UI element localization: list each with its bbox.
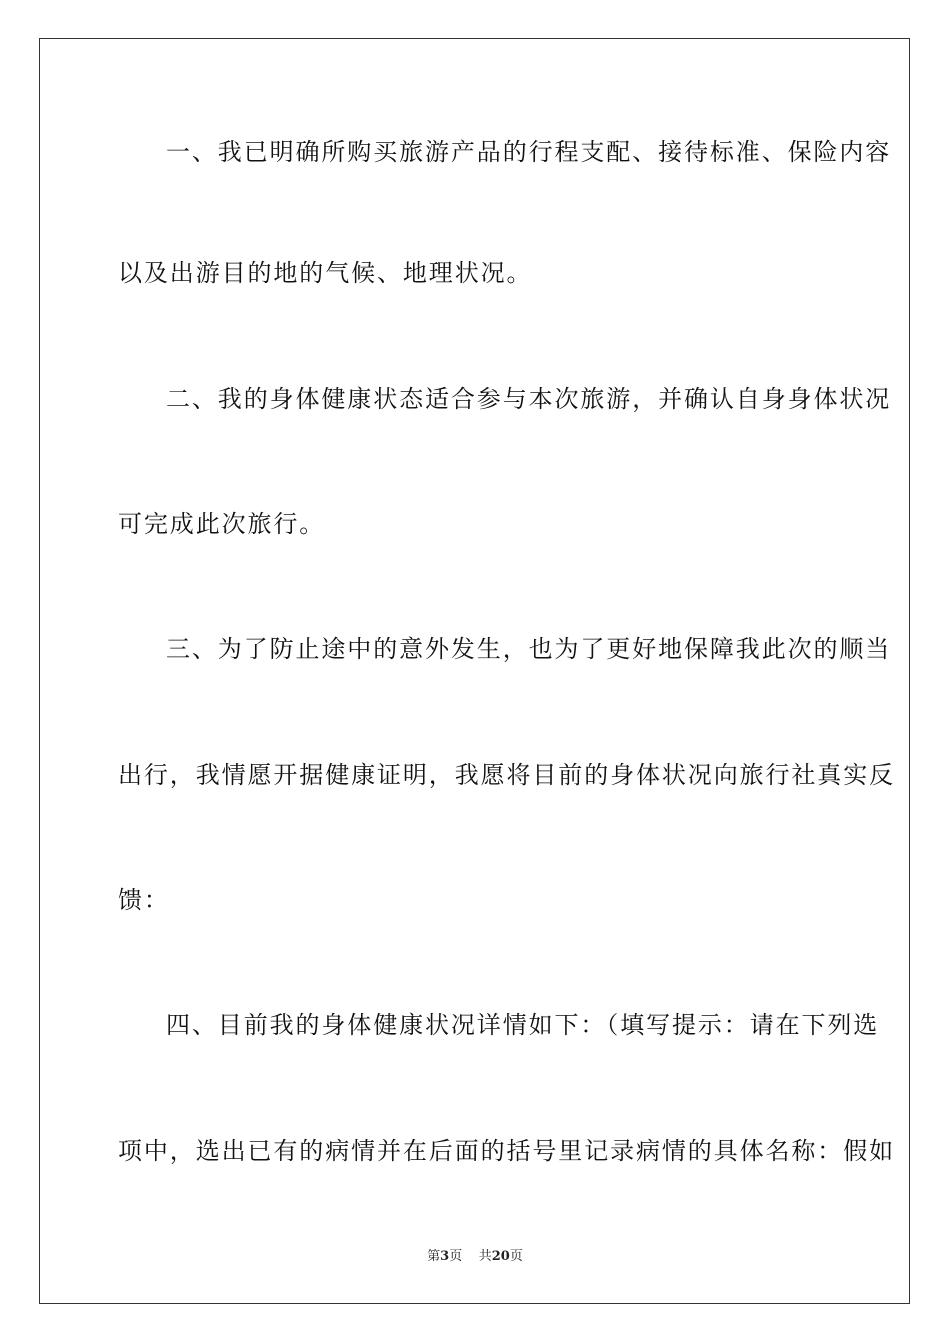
- footer-page-suffix: 页: [449, 1249, 463, 1264]
- page-footer: [0, 1248, 950, 1266]
- paragraph-2-line-2: 可完成此次旅行。: [118, 510, 326, 538]
- paragraph-3-line-2: 出行，我情愿开据健康证明，我愿将目前的身体状况向旅行社真实反: [118, 761, 895, 789]
- footer-page-prefix: 第: [427, 1249, 441, 1264]
- paragraph-1-line-2: 以及出游目的地的气候、地理状况。: [118, 259, 533, 287]
- paragraph-4-line-2: 项中，选出已有的病情并在后面的括号里记录病情的具体名称：假如: [118, 1137, 895, 1165]
- footer-total-suffix: 页: [509, 1249, 523, 1264]
- paragraph-4-line-1: 四、目前我的身体健康状况详情如下：（填写提示：请在下列选: [166, 1011, 880, 1039]
- paragraph-1-line-1: 一、我已明确所购买旅游产品的行程支配、接待标准、保险内容: [166, 138, 892, 166]
- footer-total-prefix: 共: [478, 1249, 492, 1264]
- page-border: [39, 38, 910, 1304]
- paragraph-3-line-3: 馈：: [118, 886, 170, 914]
- footer-page-total: 20: [491, 1249, 510, 1264]
- paragraph-2-line-1: 二、我的身体健康状态适合参与本次旅游，并确认自身身体状况: [166, 385, 892, 413]
- paragraph-3-line-1: 三、为了防止途中的意外发生，也为了更好地保障我此次的顺当: [166, 635, 892, 663]
- footer-page-current: 3: [440, 1249, 450, 1264]
